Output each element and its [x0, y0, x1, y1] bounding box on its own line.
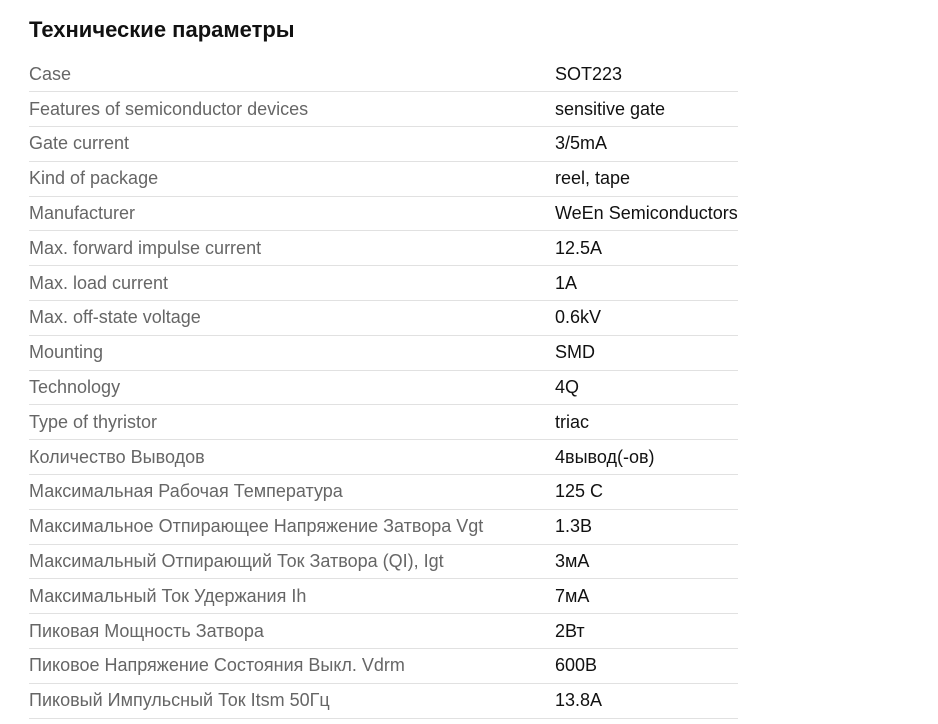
param-name: Пиковая Мощность Затвора [29, 620, 264, 641]
param-name: Technology [29, 377, 121, 398]
param-name: Features of semiconductor devices [29, 98, 309, 119]
param-value: reel, tape [555, 168, 631, 189]
table-row [29, 335, 738, 370]
param-value: SMD [555, 342, 595, 363]
table-row [29, 127, 738, 162]
param-value: 125 С [555, 481, 604, 502]
param-value: 0.6kV [555, 307, 602, 328]
param-name: Максимальное Отпирающее Напряжение Затвора Vgt [29, 516, 484, 537]
table-row [29, 196, 738, 231]
table-row [29, 440, 738, 475]
table-row [29, 509, 738, 544]
section-title: Технические параметры [29, 17, 295, 42]
param-name: Максимальный Отпирающий Ток Затвора (QI), Igt [29, 551, 444, 572]
param-name: Max. load current [29, 272, 169, 293]
param-name: Максимальный Ток Удержания Ih [29, 585, 307, 606]
param-value: 3/5mA [555, 133, 608, 154]
param-value: triac [555, 411, 590, 432]
param-name: Gate current [29, 133, 130, 154]
param-value: 12.5A [555, 237, 603, 258]
param-name: Пиковое Напряжение Состояния Выкл. Vdrm [29, 655, 405, 676]
param-value: WeEn Semiconductors [555, 203, 738, 224]
table-row [29, 370, 738, 405]
param-value: 13.8А [555, 690, 603, 711]
param-name: Mounting [29, 342, 104, 363]
param-name: Max. off-state voltage [29, 307, 201, 328]
param-name: Type of thyristor [29, 411, 158, 432]
param-value: 1A [555, 272, 578, 293]
param-value: 2Вт [555, 620, 585, 641]
param-value: SOT223 [555, 63, 623, 84]
parameters-table [29, 57, 738, 719]
param-value: 600В [555, 655, 598, 676]
param-name: Количество Выводов [29, 446, 205, 467]
param-name: Пиковый Импульсный Ток Itsm 50Гц [29, 690, 330, 711]
table-row [29, 161, 738, 196]
param-value: 7мА [555, 585, 590, 606]
param-name: Kind of package [29, 168, 159, 189]
table-row [29, 266, 738, 301]
param-value: 4вывод(-ов) [555, 446, 655, 467]
table-row [29, 649, 738, 684]
table-row [29, 405, 738, 440]
param-name: Manufacturer [29, 203, 136, 224]
param-name: Максимальная Рабочая Температура [29, 481, 343, 502]
table-row [29, 683, 738, 718]
table-row [29, 231, 738, 266]
param-value: sensitive gate [555, 98, 666, 119]
param-value: 4Q [555, 377, 580, 398]
param-value: 3мА [555, 551, 590, 572]
parameters-table-body [29, 57, 738, 718]
param-name: Max. forward impulse current [29, 237, 262, 258]
table-row [29, 544, 738, 579]
table-row [29, 579, 738, 614]
table-row [29, 301, 738, 336]
table-row [29, 475, 738, 510]
table-row [29, 92, 738, 127]
table-row [29, 57, 738, 92]
param-name: Case [29, 63, 72, 84]
table-row [29, 614, 738, 649]
param-value: 1.3В [555, 516, 593, 537]
